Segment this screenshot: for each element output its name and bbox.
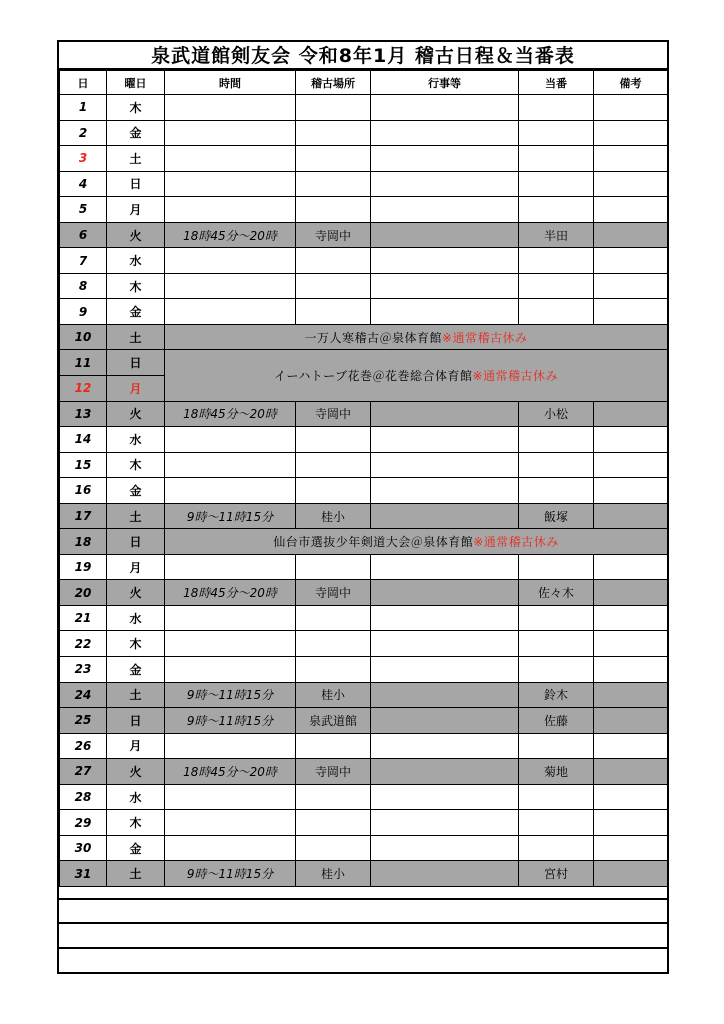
time-cell <box>165 248 296 274</box>
weekday-cell: 土 <box>107 861 165 887</box>
weekday-cell: 木 <box>107 810 165 836</box>
schedule-table <box>59 70 668 887</box>
duty-cell: 宮村 <box>519 861 594 887</box>
weekday-cell: 月 <box>107 197 165 223</box>
remarks-cell <box>594 197 668 223</box>
place-cell: 寺岡中 <box>296 401 371 427</box>
remarks-cell <box>594 784 668 810</box>
weekday-cell: 日 <box>107 708 165 734</box>
time-cell: 18時45分～20時 <box>165 759 296 785</box>
date-cell: 5 <box>60 197 107 223</box>
place-cell <box>296 631 371 657</box>
event-cell <box>371 631 519 657</box>
event-cell <box>371 273 519 299</box>
date-cell: 3 <box>60 146 107 172</box>
duty-cell <box>519 605 594 631</box>
schedule-row <box>60 631 668 657</box>
event-cell <box>371 401 519 427</box>
header-event: 行事等 <box>371 71 519 95</box>
place-cell: 寺岡中 <box>296 759 371 785</box>
date-cell: 22 <box>60 631 107 657</box>
date-cell: 31 <box>60 861 107 887</box>
date-cell: 29 <box>60 810 107 836</box>
date-cell: 8 <box>60 273 107 299</box>
event-cell <box>371 708 519 734</box>
time-cell <box>165 733 296 759</box>
event-cell <box>371 810 519 836</box>
remarks-cell <box>594 708 668 734</box>
remarks-cell <box>594 631 668 657</box>
duty-cell <box>519 299 594 325</box>
blank-row <box>59 947 667 972</box>
weekday-cell: 金 <box>107 657 165 683</box>
schedule-row <box>60 810 668 836</box>
weekday-cell: 火 <box>107 222 165 248</box>
date-cell: 13 <box>60 401 107 427</box>
date-cell: 21 <box>60 605 107 631</box>
weekday-cell: 土 <box>107 503 165 529</box>
schedule-row <box>60 197 668 223</box>
place-cell <box>296 427 371 453</box>
place-cell: 泉武道館 <box>296 708 371 734</box>
time-cell <box>165 784 296 810</box>
duty-cell <box>519 631 594 657</box>
place-cell <box>296 146 371 172</box>
header-time: 時間 <box>165 71 296 95</box>
duty-cell <box>519 427 594 453</box>
schedule-row <box>60 299 668 325</box>
header-row <box>60 71 668 95</box>
event-merged-cell <box>165 529 668 555</box>
place-cell <box>296 784 371 810</box>
time-cell: 9時～11時15分 <box>165 708 296 734</box>
schedule-row <box>60 478 668 504</box>
duty-cell <box>519 197 594 223</box>
header-remarks: 備考 <box>594 71 668 95</box>
remarks-cell <box>594 478 668 504</box>
event-cell <box>371 248 519 274</box>
time-cell <box>165 120 296 146</box>
header-date: 日 <box>60 71 107 95</box>
remarks-cell <box>594 222 668 248</box>
duty-cell <box>519 171 594 197</box>
duty-cell: 佐々木 <box>519 580 594 606</box>
schedule-row <box>60 708 668 734</box>
event-cell <box>371 299 519 325</box>
remarks-cell <box>594 248 668 274</box>
place-cell <box>296 835 371 861</box>
place-cell <box>296 120 371 146</box>
duty-cell <box>519 120 594 146</box>
place-cell <box>296 657 371 683</box>
weekday-cell: 土 <box>107 146 165 172</box>
date-cell: 17 <box>60 503 107 529</box>
event-cell <box>371 861 519 887</box>
time-cell <box>165 171 296 197</box>
schedule-row <box>60 95 668 121</box>
duty-cell <box>519 733 594 759</box>
remarks-cell <box>594 427 668 453</box>
date-cell: 18 <box>60 529 107 555</box>
time-cell <box>165 197 296 223</box>
event-cell <box>371 478 519 504</box>
time-cell: 9時～11時15分 <box>165 682 296 708</box>
weekday-cell: 土 <box>107 324 165 350</box>
schedule-row <box>60 120 668 146</box>
event-merged-cell <box>165 324 668 350</box>
date-cell: 28 <box>60 784 107 810</box>
place-cell <box>296 248 371 274</box>
weekday-cell: 金 <box>107 835 165 861</box>
weekday-cell: 木 <box>107 452 165 478</box>
place-cell <box>296 554 371 580</box>
date-cell: 10 <box>60 324 107 350</box>
event-cell <box>371 146 519 172</box>
remarks-cell <box>594 759 668 785</box>
date-cell: 23 <box>60 657 107 683</box>
duty-cell <box>519 146 594 172</box>
duty-cell: 佐藤 <box>519 708 594 734</box>
duty-cell <box>519 478 594 504</box>
weekday-cell: 水 <box>107 427 165 453</box>
place-cell: 桂小 <box>296 861 371 887</box>
remarks-cell <box>594 733 668 759</box>
event-cell <box>371 427 519 453</box>
event-cell <box>371 95 519 121</box>
weekday-cell: 月 <box>107 733 165 759</box>
place-cell <box>296 605 371 631</box>
date-cell: 27 <box>60 759 107 785</box>
time-cell <box>165 427 296 453</box>
time-cell <box>165 273 296 299</box>
weekday-cell: 火 <box>107 759 165 785</box>
date-cell: 26 <box>60 733 107 759</box>
schedule-row <box>60 605 668 631</box>
schedule-row <box>60 427 668 453</box>
remarks-cell <box>594 401 668 427</box>
time-cell <box>165 452 296 478</box>
event-cell <box>371 120 519 146</box>
place-cell <box>296 273 371 299</box>
schedule-row <box>60 733 668 759</box>
date-cell: 6 <box>60 222 107 248</box>
schedule-row <box>60 273 668 299</box>
date-cell: 11 <box>60 350 107 376</box>
place-cell <box>296 478 371 504</box>
date-cell: 14 <box>60 427 107 453</box>
time-cell <box>165 146 296 172</box>
weekday-cell: 火 <box>107 580 165 606</box>
date-cell: 1 <box>60 95 107 121</box>
event-cell <box>371 222 519 248</box>
duty-cell <box>519 273 594 299</box>
time-cell <box>165 631 296 657</box>
remarks-cell <box>594 657 668 683</box>
duty-cell: 鈴木 <box>519 682 594 708</box>
remarks-cell <box>594 120 668 146</box>
remarks-cell <box>594 835 668 861</box>
event-cell <box>371 171 519 197</box>
weekday-cell: 金 <box>107 120 165 146</box>
event-text: 一万人寒稽古＠泉体育館 <box>304 330 442 345</box>
event-text: イーハトーブ花巻＠花巻総合体育館 <box>273 369 473 384</box>
event-cell <box>371 733 519 759</box>
date-cell: 16 <box>60 478 107 504</box>
remarks-cell <box>594 299 668 325</box>
remarks-cell <box>594 682 668 708</box>
schedule-row <box>60 248 668 274</box>
event-cell <box>371 554 519 580</box>
schedule-row <box>60 759 668 785</box>
date-cell: 25 <box>60 708 107 734</box>
schedule-row <box>60 861 668 887</box>
duty-cell: 菊地 <box>519 759 594 785</box>
time-cell <box>165 478 296 504</box>
weekday-cell: 木 <box>107 631 165 657</box>
page-title: 泉武道館剣友会 令和8年1月 稽古日程＆当番表 <box>59 42 667 70</box>
date-cell: 24 <box>60 682 107 708</box>
weekday-cell: 月 <box>107 376 165 402</box>
weekday-cell: 水 <box>107 605 165 631</box>
time-cell <box>165 299 296 325</box>
duty-cell: 小松 <box>519 401 594 427</box>
schedule-row <box>60 324 668 350</box>
date-cell: 4 <box>60 171 107 197</box>
weekday-cell: 月 <box>107 554 165 580</box>
place-cell: 寺岡中 <box>296 580 371 606</box>
date-cell: 12 <box>60 376 107 402</box>
duty-cell <box>519 554 594 580</box>
weekday-cell: 水 <box>107 248 165 274</box>
place-cell <box>296 197 371 223</box>
header-place: 稽古場所 <box>296 71 371 95</box>
date-cell: 2 <box>60 120 107 146</box>
event-text: 仙台市選抜少年剣道大会＠泉体育館 <box>273 535 474 550</box>
event-cell <box>371 682 519 708</box>
schedule-sheet <box>57 40 669 974</box>
date-cell: 30 <box>60 835 107 861</box>
schedule-row <box>60 682 668 708</box>
remarks-cell <box>594 273 668 299</box>
date-cell: 20 <box>60 580 107 606</box>
place-cell <box>296 95 371 121</box>
time-cell: 18時45分～20時 <box>165 580 296 606</box>
weekday-cell: 火 <box>107 401 165 427</box>
event-merged-cell <box>165 350 668 401</box>
place-cell: 桂小 <box>296 682 371 708</box>
time-cell <box>165 605 296 631</box>
header-dow: 曜日 <box>107 71 165 95</box>
time-cell <box>165 554 296 580</box>
blank-row <box>59 922 667 948</box>
weekday-cell: 金 <box>107 478 165 504</box>
duty-cell: 飯塚 <box>519 503 594 529</box>
weekday-cell: 土 <box>107 682 165 708</box>
time-cell <box>165 657 296 683</box>
weekday-cell: 金 <box>107 299 165 325</box>
blank-row <box>59 898 667 924</box>
schedule-row <box>60 503 668 529</box>
schedule-row <box>60 171 668 197</box>
schedule-row <box>60 657 668 683</box>
schedule-row <box>60 580 668 606</box>
practice-cancelled-note: ※通常稽古休み <box>473 535 559 550</box>
place-cell: 桂小 <box>296 503 371 529</box>
event-cell <box>371 452 519 478</box>
duty-cell: 半田 <box>519 222 594 248</box>
duty-cell <box>519 835 594 861</box>
date-cell: 15 <box>60 452 107 478</box>
schedule-row <box>60 452 668 478</box>
schedule-row <box>60 146 668 172</box>
remarks-cell <box>594 95 668 121</box>
practice-cancelled-note: ※通常稽古休み <box>441 330 528 345</box>
event-cell <box>371 759 519 785</box>
weekday-cell: 木 <box>107 273 165 299</box>
schedule-row <box>60 784 668 810</box>
duty-cell <box>519 248 594 274</box>
remarks-cell <box>594 580 668 606</box>
duty-cell <box>519 810 594 836</box>
place-cell <box>296 171 371 197</box>
place-cell <box>296 810 371 836</box>
schedule-row <box>60 222 668 248</box>
remarks-cell <box>594 605 668 631</box>
event-cell <box>371 657 519 683</box>
event-cell <box>371 605 519 631</box>
practice-cancelled-note: ※通常稽古休み <box>472 369 559 384</box>
time-cell <box>165 95 296 121</box>
header-duty: 当番 <box>519 71 594 95</box>
weekday-cell: 日 <box>107 350 165 376</box>
duty-cell <box>519 95 594 121</box>
remarks-cell <box>594 503 668 529</box>
weekday-cell: 水 <box>107 784 165 810</box>
event-cell <box>371 580 519 606</box>
time-cell: 18時45分～20時 <box>165 401 296 427</box>
event-cell <box>371 503 519 529</box>
weekday-cell: 日 <box>107 171 165 197</box>
schedule-row <box>60 554 668 580</box>
date-cell: 9 <box>60 299 107 325</box>
remarks-cell <box>594 146 668 172</box>
time-cell: 18時45分～20時 <box>165 222 296 248</box>
remarks-cell <box>594 171 668 197</box>
place-cell <box>296 299 371 325</box>
duty-cell <box>519 657 594 683</box>
schedule-row <box>60 401 668 427</box>
place-cell: 寺岡中 <box>296 222 371 248</box>
weekday-cell: 日 <box>107 529 165 555</box>
event-cell <box>371 784 519 810</box>
remarks-cell <box>594 861 668 887</box>
schedule-row <box>60 835 668 861</box>
date-cell: 19 <box>60 554 107 580</box>
time-cell <box>165 810 296 836</box>
schedule-row <box>60 529 668 555</box>
place-cell <box>296 733 371 759</box>
event-cell <box>371 835 519 861</box>
time-cell: 9時～11時15分 <box>165 503 296 529</box>
remarks-cell <box>594 452 668 478</box>
schedule-row <box>60 350 668 376</box>
duty-cell <box>519 452 594 478</box>
event-cell <box>371 197 519 223</box>
remarks-cell <box>594 554 668 580</box>
place-cell <box>296 452 371 478</box>
time-cell: 9時～11時15分 <box>165 861 296 887</box>
weekday-cell: 木 <box>107 95 165 121</box>
time-cell <box>165 835 296 861</box>
date-cell: 7 <box>60 248 107 274</box>
remarks-cell <box>594 810 668 836</box>
duty-cell <box>519 784 594 810</box>
